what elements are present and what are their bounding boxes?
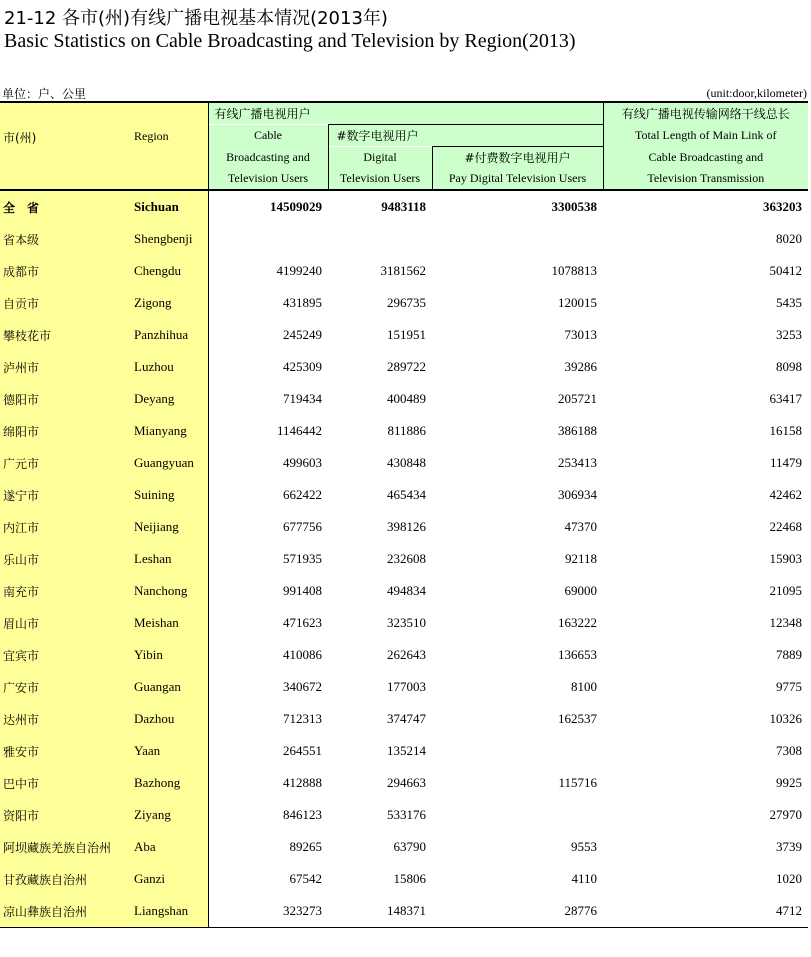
table-row: [0, 543, 808, 575]
cable-users-value: 712313: [208, 703, 328, 735]
region-name-en: Guangyuan: [134, 447, 208, 479]
pay-digital-users-value: 39286: [564, 359, 598, 374]
region-name-en: Yibin: [134, 639, 208, 671]
region-name-zh: 雅安市: [0, 735, 134, 767]
unit-label-english: (unit:door,kilometer): [706, 86, 807, 100]
digital-users-value: 465434: [387, 487, 426, 502]
region-name-zh: 省本级: [0, 223, 134, 255]
table-row: [0, 479, 808, 511]
table-row: [0, 190, 808, 223]
pay-digital-users-value: 69000: [564, 583, 598, 598]
header-length-zh: 有线广播电视传输网络干线总长: [603, 102, 808, 125]
pay-digital-users-value: 115716: [558, 775, 598, 790]
main-link-length-value: 7889: [776, 647, 803, 662]
header-digital-en-2: Television Users: [328, 168, 432, 190]
pay-digital-users-value: 1078813: [551, 263, 598, 278]
main-link-length-value: 10326: [769, 711, 803, 726]
table-row: [0, 895, 808, 928]
digital-users-value: 374747: [387, 711, 426, 726]
table-row: [0, 255, 808, 287]
table-row: [0, 831, 808, 863]
region-name-en: Zigong: [134, 287, 208, 319]
header-pay-zh: #付费数字电视用户: [432, 147, 603, 169]
cable-users-value: 412888: [208, 767, 328, 799]
table-row: [0, 767, 808, 799]
digital-users-value: 811886: [387, 423, 426, 438]
main-link-length-value: 42462: [769, 487, 803, 502]
cable-users-value: 677756: [208, 511, 328, 543]
cable-users-value: 4199240: [208, 255, 328, 287]
region-name-en: Panzhihua: [134, 319, 208, 351]
pay-digital-users-value: 163222: [558, 615, 598, 630]
table-row: [0, 863, 808, 895]
header-cable-users-en-2: Broadcasting and: [208, 147, 328, 169]
digital-users-value: 151951: [387, 327, 426, 342]
pay-digital-users-value: [432, 735, 603, 767]
region-name-zh: 全 省: [0, 190, 134, 223]
cable-users-value: 719434: [208, 383, 328, 415]
header-city: 市(州): [0, 102, 134, 190]
pay-digital-users-value: [432, 799, 603, 831]
digital-users-value: 9483118: [381, 199, 426, 214]
digital-users-value: [328, 223, 432, 255]
pay-digital-users-value: 9553: [571, 839, 598, 854]
main-link-length-value: 16158: [769, 423, 803, 438]
pay-digital-users-value: 8100: [571, 679, 598, 694]
region-name-en: Guangan: [134, 671, 208, 703]
digital-users-value: 177003: [387, 679, 426, 694]
cable-users-value: 571935: [208, 543, 328, 575]
cable-users-value: 323273: [208, 895, 328, 928]
digital-users-value: 323510: [387, 615, 426, 630]
digital-users-value: 430848: [387, 455, 426, 470]
main-link-length-value: 12348: [769, 615, 803, 630]
region-name-zh: 甘孜藏族自治州: [0, 863, 134, 895]
pay-digital-users-value: 253413: [558, 455, 598, 470]
region-name-en: Luzhou: [134, 351, 208, 383]
cable-users-value: 14509029: [208, 190, 328, 223]
region-name-en: Meishan: [134, 607, 208, 639]
region-name-zh: 泸州市: [0, 351, 134, 383]
main-link-length-value: 8020: [776, 231, 803, 246]
main-link-length-value: 11479: [770, 455, 803, 470]
main-link-length-value: 27970: [769, 807, 803, 822]
digital-users-value: 289722: [387, 359, 426, 374]
digital-users-value: 3181562: [380, 263, 426, 278]
region-name-zh: 巴中市: [0, 767, 134, 799]
region-name-zh: 达州市: [0, 703, 134, 735]
header-digital-en-1: Digital: [328, 147, 432, 169]
region-name-en: Chengdu: [134, 255, 208, 287]
main-link-length-value: 9925: [776, 775, 803, 790]
main-link-length-value: 3739: [776, 839, 803, 854]
main-link-length-value: 15903: [769, 551, 803, 566]
region-name-zh: 自贡市: [0, 287, 134, 319]
digital-users-value: 232608: [387, 551, 426, 566]
digital-users-value: 400489: [387, 391, 426, 406]
region-name-zh: 宜宾市: [0, 639, 134, 671]
region-name-zh: 资阳市: [0, 799, 134, 831]
table-title-english: Basic Statistics on Cable Broadcasting and Television by Region(2013): [4, 30, 576, 52]
header-cable-users-zh: 有线广播电视用户: [208, 102, 603, 125]
table-row: [0, 607, 808, 639]
region-name-zh: 内江市: [0, 511, 134, 543]
region-name-en: Neijiang: [134, 511, 208, 543]
table-row: [0, 639, 808, 671]
region-name-en: Suining: [134, 479, 208, 511]
main-link-length-value: 4712: [776, 903, 803, 918]
region-name-zh: 德阳市: [0, 383, 134, 415]
main-link-length-value: 63417: [769, 391, 803, 406]
pay-digital-users-value: 92118: [565, 551, 598, 566]
header-digital-zh: #数字电视用户: [328, 125, 603, 147]
region-name-en: Sichuan: [134, 190, 208, 223]
cable-users-value: 425309: [208, 351, 328, 383]
pay-digital-users-value: 306934: [558, 487, 598, 502]
region-name-en: Leshan: [134, 543, 208, 575]
region-name-en: Ganzi: [134, 863, 208, 895]
digital-users-value: 398126: [387, 519, 426, 534]
region-name-zh: 广元市: [0, 447, 134, 479]
table-row: [0, 575, 808, 607]
main-link-length-value: 7308: [776, 743, 803, 758]
pay-digital-users-value: 3300538: [551, 199, 598, 214]
cable-users-value: 245249: [208, 319, 328, 351]
main-link-length-value: 9775: [776, 679, 803, 694]
region-name-en: Liangshan: [134, 895, 208, 928]
region-name-zh: 南充市: [0, 575, 134, 607]
region-name-en: Bazhong: [134, 767, 208, 799]
region-name-zh: 攀枝花市: [0, 319, 134, 351]
digital-users-value: 262643: [387, 647, 426, 662]
statistics-table: [0, 101, 808, 928]
region-name-en: Aba: [134, 831, 208, 863]
region-name-en: Nanchong: [134, 575, 208, 607]
header-length-en-1: Total Length of Main Link of: [603, 125, 808, 147]
pay-digital-users-value: 73013: [564, 327, 598, 342]
main-link-length-value: 5435: [776, 295, 803, 310]
pay-digital-users-value: 28776: [564, 903, 598, 918]
table-row: [0, 799, 808, 831]
header-region: Region: [134, 102, 208, 190]
header-cable-users-en-1: Cable: [208, 125, 328, 147]
pay-digital-users-value: [432, 223, 603, 255]
region-name-zh: 乐山市: [0, 543, 134, 575]
main-link-length-value: 22468: [769, 519, 803, 534]
cable-users-value: 499603: [208, 447, 328, 479]
table-row: [0, 735, 808, 767]
table-row: [0, 319, 808, 351]
cable-users-value: 89265: [208, 831, 328, 863]
region-name-zh: 成都市: [0, 255, 134, 287]
main-link-length-value: 363203: [763, 199, 803, 214]
cable-users-value: 991408: [208, 575, 328, 607]
table-header: [0, 102, 808, 190]
table-row: [0, 671, 808, 703]
digital-users-value: 294663: [387, 775, 426, 790]
pay-digital-users-value: 120015: [558, 295, 598, 310]
pay-digital-users-value: 386188: [558, 423, 598, 438]
cable-users-value: 264551: [208, 735, 328, 767]
digital-users-value: 148371: [387, 903, 426, 918]
table-title-chinese: 21-12 各市(州)有线广播电视基本情况(2013年): [4, 8, 388, 29]
cable-users-value: 471623: [208, 607, 328, 639]
header-length-en-2: Cable Broadcasting and: [603, 147, 808, 169]
pay-digital-users-value: 205721: [558, 391, 598, 406]
pay-digital-users-value: 136653: [558, 647, 598, 662]
digital-users-value: 135214: [387, 743, 426, 758]
region-name-en: Yaan: [134, 735, 208, 767]
cable-users-value: 431895: [208, 287, 328, 319]
table-row: [0, 447, 808, 479]
region-name-zh: 眉山市: [0, 607, 134, 639]
table-row: [0, 287, 808, 319]
region-name-en: Shengbenji: [134, 223, 208, 255]
region-name-zh: 凉山彝族自治州: [0, 895, 134, 928]
main-link-length-value: 21095: [769, 583, 803, 598]
table-row: [0, 351, 808, 383]
digital-users-value: 15806: [393, 871, 426, 886]
table-row: [0, 415, 808, 447]
cable-users-value: 1146442: [208, 415, 328, 447]
header-cable-users-en-3: Television Users: [208, 168, 328, 190]
table-row: [0, 383, 808, 415]
cable-users-value: [208, 223, 328, 255]
cable-users-value: 340672: [208, 671, 328, 703]
cable-users-value: 846123: [208, 799, 328, 831]
pay-digital-users-value: 47370: [564, 519, 598, 534]
digital-users-value: 494834: [387, 583, 426, 598]
table-row: [0, 703, 808, 735]
table-row: [0, 511, 808, 543]
region-name-zh: 阿坝藏族羌族自治州: [0, 831, 134, 863]
main-link-length-value: 8098: [776, 359, 803, 374]
region-name-en: Deyang: [134, 383, 208, 415]
region-name-en: Dazhou: [134, 703, 208, 735]
cable-users-value: 662422: [208, 479, 328, 511]
table-body: [0, 190, 808, 928]
unit-label-chinese: 单位：户、公里: [2, 87, 87, 101]
digital-users-value: 533176: [387, 807, 426, 822]
digital-users-value: 296735: [387, 295, 426, 310]
header-length-en-3: Television Transmission: [603, 168, 808, 190]
digital-users-value: 63790: [393, 839, 426, 854]
region-name-en: Ziyang: [134, 799, 208, 831]
header-pay-en: Pay Digital Television Users: [432, 168, 603, 190]
region-name-zh: 遂宁市: [0, 479, 134, 511]
cable-users-value: 67542: [208, 863, 328, 895]
region-name-zh: 绵阳市: [0, 415, 134, 447]
cable-users-value: 410086: [208, 639, 328, 671]
main-link-length-value: 3253: [776, 327, 803, 342]
pay-digital-users-value: 4110: [571, 871, 598, 886]
region-name-zh: 广安市: [0, 671, 134, 703]
main-link-length-value: 1020: [776, 871, 803, 886]
pay-digital-users-value: 162537: [558, 711, 598, 726]
table-row: [0, 223, 808, 255]
region-name-en: Mianyang: [134, 415, 208, 447]
main-link-length-value: 50412: [769, 263, 803, 278]
